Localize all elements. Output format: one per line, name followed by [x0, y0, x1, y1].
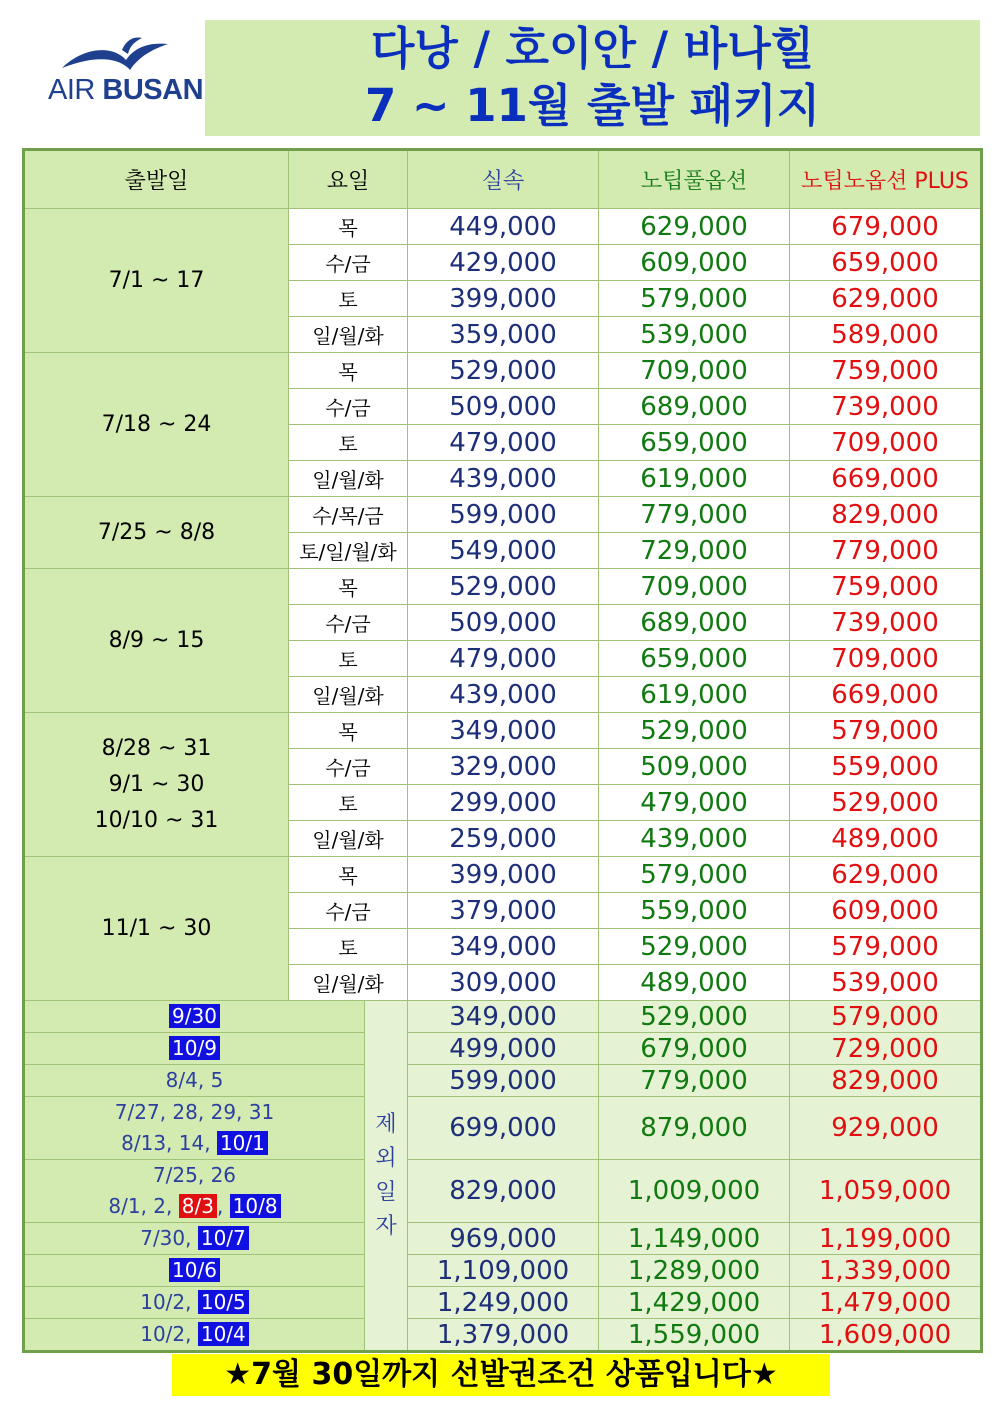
basic-price-cell: 829,000	[408, 1160, 599, 1223]
excluded-dates-line	[25, 1001, 364, 1032]
basic-price-cell: 259,000	[408, 821, 599, 857]
weekday-cell: 토	[289, 425, 408, 461]
basic-price-cell: 299,000	[408, 785, 599, 821]
period-label: 8/28 ~ 31	[101, 735, 212, 761]
excluded-dates-line	[25, 1191, 364, 1222]
excluded-dates-cell	[24, 1097, 365, 1160]
full-option-price-cell: 659,000	[599, 425, 790, 461]
full-option-price-cell: 579,000	[599, 281, 790, 317]
weekday-cell: 목	[289, 353, 408, 389]
full-option-price-cell: 1,289,000	[599, 1255, 790, 1287]
basic-price-cell: 499,000	[408, 1033, 599, 1065]
plus-price-cell: 559,000	[790, 749, 982, 785]
excluded-dates-line	[25, 1160, 364, 1191]
excluded-dates-cell	[24, 1319, 365, 1352]
excluded-dates-line	[25, 1287, 364, 1318]
plus-price-cell: 829,000	[790, 1065, 982, 1097]
header-full-option-price: 노팁풀옵션	[599, 150, 790, 209]
period-label: 9/1 ~ 30	[108, 771, 205, 797]
full-option-price-cell: 879,000	[599, 1097, 790, 1160]
excluded-dates-line	[25, 1065, 364, 1096]
weekday-cell: 목	[289, 209, 408, 245]
basic-price-cell: 509,000	[408, 389, 599, 425]
full-option-price-cell: 489,000	[599, 965, 790, 1001]
excluded-dates-line	[25, 1128, 364, 1159]
plus-price-cell: 779,000	[790, 533, 982, 569]
full-option-price-cell: 509,000	[599, 749, 790, 785]
weekday-cell: 토	[289, 641, 408, 677]
title-departure-period: 7 ~ 11월 출발 패키지	[364, 79, 821, 132]
weekday-cell: 목	[289, 569, 408, 605]
full-option-price-cell: 629,000	[599, 209, 790, 245]
excluded-date-row	[24, 1097, 982, 1160]
header-departure-date: 출발일	[24, 150, 289, 209]
basic-price-cell: 429,000	[408, 245, 599, 281]
weekday-cell: 목	[289, 713, 408, 749]
plus-price-cell: 1,199,000	[790, 1223, 982, 1255]
basic-price-cell: 529,000	[408, 353, 599, 389]
excluded-dates-line	[25, 1255, 364, 1286]
plus-price-cell: 739,000	[790, 389, 982, 425]
full-option-price-cell: 609,000	[599, 245, 790, 281]
weekday-cell: 수/금	[289, 389, 408, 425]
full-option-price-cell: 559,000	[599, 893, 790, 929]
table-row	[24, 569, 982, 605]
full-option-price-cell: 709,000	[599, 353, 790, 389]
highlighted-date: 10/7	[198, 1226, 249, 1250]
plus-price-cell: 589,000	[790, 317, 982, 353]
excluded-date-row	[24, 1255, 982, 1287]
basic-price-cell: 359,000	[408, 317, 599, 353]
highlighted-date: 10/1	[217, 1131, 268, 1155]
basic-price-cell: 329,000	[408, 749, 599, 785]
plus-price-cell: 929,000	[790, 1097, 982, 1160]
weekday-cell: 토	[289, 281, 408, 317]
excluded-dates-cell	[24, 1065, 365, 1097]
excluded-dates-line	[25, 1033, 364, 1064]
full-option-price-cell: 1,429,000	[599, 1287, 790, 1319]
period-cell	[24, 713, 289, 857]
basic-price-cell: 309,000	[408, 965, 599, 1001]
excluded-date-row	[24, 1223, 982, 1255]
plus-price-cell: 1,059,000	[790, 1160, 982, 1223]
weekday-cell: 일/월/화	[289, 461, 408, 497]
table-header-row	[24, 150, 982, 209]
header-basic-price: 실속	[408, 150, 599, 209]
full-option-price-cell: 529,000	[599, 1001, 790, 1033]
weekday-cell: 수/금	[289, 245, 408, 281]
price-table	[22, 148, 983, 1353]
date-text: 8/4, 5	[165, 1068, 224, 1092]
table-row	[24, 713, 982, 749]
plus-price-cell: 1,479,000	[790, 1287, 982, 1319]
plus-price-cell: 759,000	[790, 353, 982, 389]
table-body	[24, 209, 982, 1352]
plus-price-cell: 1,339,000	[790, 1255, 982, 1287]
basic-price-cell: 439,000	[408, 461, 599, 497]
period-label: 7/1 ~ 17	[108, 267, 205, 293]
plus-price-cell: 579,000	[790, 929, 982, 965]
basic-price-cell: 399,000	[408, 281, 599, 317]
full-option-price-cell: 659,000	[599, 641, 790, 677]
plus-price-cell: 579,000	[790, 1001, 982, 1033]
weekday-cell: 토/일/월/화	[289, 533, 408, 569]
full-option-price-cell: 679,000	[599, 1033, 790, 1065]
footer-notice: ★7월 30일까지 선발권조건 상품입니다★	[172, 1354, 830, 1396]
basic-price-cell: 349,000	[408, 929, 599, 965]
excluded-dates-cell	[24, 1255, 365, 1287]
plus-price-cell: 629,000	[790, 281, 982, 317]
excluded-date-row	[24, 1001, 982, 1033]
plus-price-cell: 579,000	[790, 713, 982, 749]
date-text: 10/2,	[140, 1322, 198, 1346]
weekday-cell: 수/목/금	[289, 497, 408, 533]
period-cell	[24, 209, 289, 353]
excluded-date-row	[24, 1033, 982, 1065]
plus-price-cell: 829,000	[790, 497, 982, 533]
plus-price-cell: 729,000	[790, 1033, 982, 1065]
basic-price-cell: 509,000	[408, 605, 599, 641]
plus-price-cell: 739,000	[790, 605, 982, 641]
basic-price-cell: 479,000	[408, 425, 599, 461]
weekday-cell: 수/금	[289, 893, 408, 929]
header-no-option-plus-price: 노팁노옵션 PLUS	[790, 150, 982, 209]
plus-price-cell: 539,000	[790, 965, 982, 1001]
excluded-dates-cell	[24, 1287, 365, 1319]
plus-price-cell: 669,000	[790, 677, 982, 713]
basic-price-cell: 1,379,000	[408, 1319, 599, 1352]
period-label: 11/1 ~ 30	[101, 915, 212, 941]
excluded-dates-line	[25, 1319, 364, 1350]
date-text: 8/13, 14,	[121, 1131, 217, 1155]
date-text: 7/25, 26	[152, 1163, 237, 1187]
excluded-date-row	[24, 1319, 982, 1352]
plus-price-cell: 679,000	[790, 209, 982, 245]
basic-price-cell: 399,000	[408, 857, 599, 893]
table-row	[24, 857, 982, 893]
plus-price-cell: 609,000	[790, 893, 982, 929]
date-text: ,	[216, 1194, 230, 1218]
period-cell	[24, 857, 289, 1001]
excluded-dates-line	[25, 1097, 364, 1128]
highlighted-date: 8/3	[179, 1194, 217, 1218]
full-option-price-cell: 619,000	[599, 677, 790, 713]
basic-price-cell: 349,000	[408, 1001, 599, 1033]
table-row	[24, 209, 982, 245]
date-text: 10/2,	[140, 1290, 198, 1314]
full-option-price-cell: 779,000	[599, 497, 790, 533]
full-option-price-cell: 529,000	[599, 713, 790, 749]
weekday-cell: 일/월/화	[289, 965, 408, 1001]
weekday-cell: 토	[289, 929, 408, 965]
logo-wordmark: AIR BUSAN	[48, 74, 204, 106]
title-destinations: 다낭 / 호이안 / 바나힐	[370, 22, 815, 75]
full-option-price-cell: 439,000	[599, 821, 790, 857]
basic-price-cell: 479,000	[408, 641, 599, 677]
basic-price-cell: 1,249,000	[408, 1287, 599, 1319]
weekday-cell: 일/월/화	[289, 317, 408, 353]
excluded-date-row	[24, 1065, 982, 1097]
basic-price-cell: 969,000	[408, 1223, 599, 1255]
excluded-dates-cell	[24, 1033, 365, 1065]
period-cell	[24, 497, 289, 569]
full-option-price-cell: 1,559,000	[599, 1319, 790, 1352]
full-option-price-cell: 529,000	[599, 929, 790, 965]
plus-price-cell: 1,609,000	[790, 1319, 982, 1352]
basic-price-cell: 599,000	[408, 497, 599, 533]
weekday-cell: 수/금	[289, 605, 408, 641]
date-text: 7/30,	[140, 1226, 198, 1250]
plus-price-cell: 489,000	[790, 821, 982, 857]
full-option-price-cell: 1,149,000	[599, 1223, 790, 1255]
basic-price-cell: 349,000	[408, 713, 599, 749]
highlighted-date: 10/5	[198, 1290, 249, 1314]
full-option-price-cell: 1,009,000	[599, 1160, 790, 1223]
full-option-price-cell: 479,000	[599, 785, 790, 821]
period-label: 10/10 ~ 31	[94, 807, 219, 833]
table-row	[24, 353, 982, 389]
date-text: 8/1, 2,	[108, 1194, 179, 1218]
header-weekday: 요일	[289, 150, 408, 209]
title-banner	[205, 20, 980, 136]
plus-price-cell: 669,000	[790, 461, 982, 497]
plus-price-cell: 529,000	[790, 785, 982, 821]
basic-price-cell: 449,000	[408, 209, 599, 245]
full-option-price-cell: 779,000	[599, 1065, 790, 1097]
period-label: 7/18 ~ 24	[101, 411, 212, 437]
full-option-price-cell: 619,000	[599, 461, 790, 497]
highlighted-date: 10/6	[169, 1258, 220, 1282]
plus-price-cell: 629,000	[790, 857, 982, 893]
table-row	[24, 497, 982, 533]
full-option-price-cell: 689,000	[599, 605, 790, 641]
basic-price-cell: 699,000	[408, 1097, 599, 1160]
full-option-price-cell: 709,000	[599, 569, 790, 605]
weekday-cell: 일/월/화	[289, 677, 408, 713]
seagull-icon	[30, 30, 190, 80]
excluded-date-row	[24, 1160, 982, 1223]
highlighted-date: 10/9	[169, 1036, 220, 1060]
basic-price-cell: 439,000	[408, 677, 599, 713]
plus-price-cell: 709,000	[790, 641, 982, 677]
full-option-price-cell: 579,000	[599, 857, 790, 893]
plus-price-cell: 709,000	[790, 425, 982, 461]
excluded-date-row	[24, 1287, 982, 1319]
plus-price-cell: 659,000	[790, 245, 982, 281]
period-cell	[24, 569, 289, 713]
date-text: 7/27, 28, 29, 31	[114, 1100, 275, 1124]
basic-price-cell: 379,000	[408, 893, 599, 929]
full-option-price-cell: 539,000	[599, 317, 790, 353]
excluded-dates-line	[25, 1223, 364, 1254]
excluded-dates-cell	[24, 1160, 365, 1223]
highlighted-date: 10/4	[198, 1322, 249, 1346]
basic-price-cell: 599,000	[408, 1065, 599, 1097]
weekday-cell: 수/금	[289, 749, 408, 785]
weekday-cell: 토	[289, 785, 408, 821]
weekday-cell: 목	[289, 857, 408, 893]
period-label: 7/25 ~ 8/8	[97, 519, 216, 545]
period-label: 8/9 ~ 15	[108, 627, 205, 653]
excluded-dates-cell	[24, 1001, 365, 1033]
plus-price-cell: 759,000	[790, 569, 982, 605]
highlighted-date: 9/30	[169, 1004, 220, 1028]
period-cell	[24, 353, 289, 497]
basic-price-cell: 1,109,000	[408, 1255, 599, 1287]
basic-price-cell: 529,000	[408, 569, 599, 605]
excluded-dates-label: 제 외 일 자	[365, 1001, 408, 1352]
full-option-price-cell: 729,000	[599, 533, 790, 569]
excluded-dates-cell	[24, 1223, 365, 1255]
weekday-cell: 일/월/화	[289, 821, 408, 857]
air-busan-logo	[30, 30, 204, 120]
basic-price-cell: 549,000	[408, 533, 599, 569]
highlighted-date: 10/8	[230, 1194, 281, 1218]
full-option-price-cell: 689,000	[599, 389, 790, 425]
